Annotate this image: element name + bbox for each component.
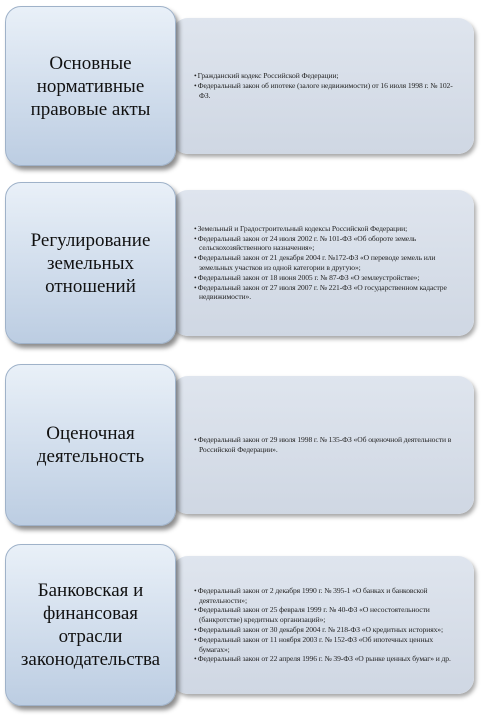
section-details-panel [172, 18, 474, 154]
section-details-panel [172, 376, 474, 514]
section-title-box: Регулирование земельных отношений [5, 182, 176, 344]
bullet-item: • Федеральный закон от 27 июля 2007 г. № 221-ФЗ «О государственном кадастре недвижимости». [194, 283, 464, 303]
bullet-item: • Гражданский кодекс Российской Федерации; [194, 71, 464, 81]
bullet-item: • Федеральный закон от 29 июля 1998 г. № 135-ФЗ «Об оценочной деятельности в Российской Федерации». [194, 435, 464, 455]
bullet-item: • Федеральный закон от 18 июня 2005 г. № 87-ФЗ «О землеустройстве»; [194, 273, 464, 283]
section-details-panel [172, 556, 474, 694]
bullet-item: • Земельный и Градостроительный кодексы Российской Федерации; [194, 224, 464, 234]
bullet-item: • Федеральный закон об ипотеке (залоге недвижимости) от 16 июля 1998 г. № 102-ФЗ. [194, 81, 464, 101]
bullet-list [194, 586, 464, 664]
bullet-item: • Федеральный закон от 21 декабря 2004 г. №172-ФЗ «О переводе земель или земельных участков из одной категории в другую»; [194, 253, 464, 273]
bullet-item: • Федеральный закон от 22 апреля 1996 г. № 39-ФЗ «О рынке ценных бумаг» и др. [194, 654, 464, 664]
bullet-list [194, 71, 464, 100]
section-details-panel [172, 190, 474, 336]
bullet-item: • Федеральный закон от 24 июля 2002 г. № 101-ФЗ «Об обороте земель сельскохозяйственного назначения»; [194, 234, 464, 254]
section-title-box: Оценочная деятельность [5, 364, 176, 526]
bullet-item: • Федеральный закон от 2 декабря 1990 г. № 395-1 «О банках и банковской деятельности»; [194, 586, 464, 606]
bullet-item: • Федеральный закон от 25 февраля 1999 г. № 40-ФЗ «О несостоятельности (банкротстве) кредитных организаций»; [194, 605, 464, 625]
bullet-list [194, 435, 464, 455]
section-title-box: Основные нормативные правовые акты [5, 6, 176, 166]
bullet-item: • Федеральный закон от 11 ноября 2003 г. № 152-ФЗ «Об ипотечных ценных бумагах»; [194, 635, 464, 655]
bullet-item: • Федеральный закон от 30 декабря 2004 г. № 218-ФЗ «О кредитных историях»; [194, 625, 464, 635]
section-title-box: Банковская и финансовая отрасли законодательства [5, 544, 176, 706]
bullet-list [194, 224, 464, 302]
